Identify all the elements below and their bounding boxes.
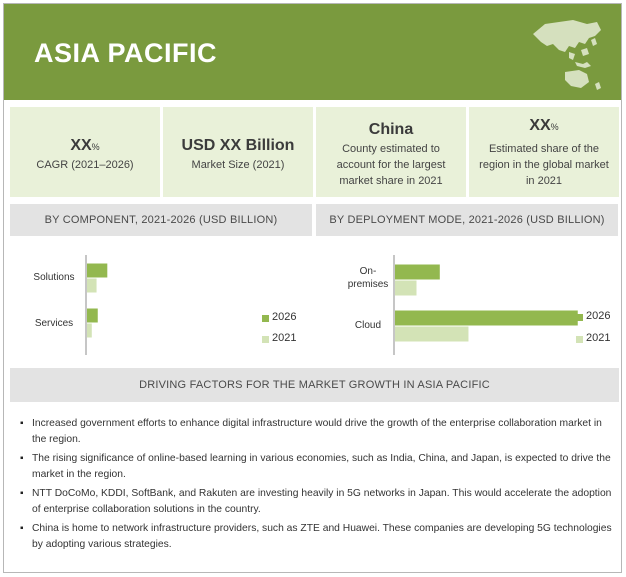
- kpi-cagr: [10, 107, 160, 197]
- legend-label-2026: 2026: [272, 311, 297, 323]
- legend-label-2021: 2021: [586, 332, 611, 344]
- bar-services-2026: [87, 309, 98, 323]
- drivers-list: [18, 416, 618, 556]
- driver-item: ▪ The rising significance of online-based learning in various economies, such as India, China, and Japan, is expected to drive the market in the region.: [18, 451, 618, 483]
- bar-solutions-2021: [87, 279, 97, 293]
- bar-cloud-2021: [395, 327, 468, 342]
- tick-label-on-premises: On- premises: [347, 266, 389, 290]
- driver-item: ▪ NTT DoCoMo, KDDI, SoftBank, and Rakuten are investing heavily in 5G networks in Japan. This would accelerate the adoption of enterprise collaboration solutions in the country.: [18, 486, 618, 518]
- legend-swatch-2021: [262, 336, 269, 343]
- tick-label-solutions: Solutions: [33, 272, 75, 283]
- tick-label-cloud: Cloud: [354, 320, 382, 331]
- drivers-heading: DRIVING FACTORS FOR THE MARKET GROWTH IN ASIA PACIFIC: [10, 368, 619, 402]
- driver-item: ▪ China is home to network infrastructure providers, such as ZTE and Huawei. These companies are developing 5G technologies by adopting various strategies.: [18, 521, 618, 553]
- bar-solutions-2026: [87, 264, 107, 278]
- kpi-market-size: [163, 107, 313, 197]
- kpi-regional-share: [469, 107, 619, 197]
- kpi-market-size-label: Market Size (2021): [191, 159, 285, 171]
- component-chart: [10, 247, 312, 359]
- legend-swatch-2021: [576, 336, 583, 343]
- deployment-chart: [316, 247, 618, 359]
- tick-label-services: Services: [34, 318, 74, 329]
- bar-on-premises-2026: [395, 265, 440, 280]
- kpi-market-size-value: USD XX Billion: [181, 137, 295, 154]
- legend-label-2026: 2026: [586, 310, 611, 322]
- deployment-chart-heading: BY DEPLOYMENT MODE, 2021-2026 (USD BILLION): [316, 204, 618, 236]
- kpi-regional-share-label: Estimated share of the region in the global market in 2021: [479, 143, 609, 187]
- kpi-cagr-value: XX%: [70, 137, 100, 154]
- kpi-regional-share-value: XX%: [529, 117, 559, 134]
- header-banner: [4, 4, 621, 100]
- kpi-largest-country-value: China: [368, 121, 414, 138]
- driver-item: ▪ Increased government efforts to enhance digital infrastructure would drive the growth of the enterprise collaboration market in the region.: [18, 416, 618, 448]
- legend-swatch-2026: [576, 314, 583, 321]
- kpi-cagr-label: CAGR (2021–2026): [36, 159, 134, 171]
- kpi-largest-country: [316, 107, 466, 197]
- legend-swatch-2026: [262, 315, 269, 322]
- component-chart-heading: BY COMPONENT, 2021-2026 (USD BILLION): [10, 204, 312, 236]
- bar-on-premises-2021: [395, 281, 417, 296]
- kpi-largest-country-label: County estimated to account for the largest market share in 2021: [336, 143, 446, 187]
- deployment-bar-chart: [316, 247, 618, 359]
- infographic-frame: [3, 3, 622, 573]
- page-title: ASIA PACIFIC: [34, 38, 218, 68]
- bar-cloud-2026: [395, 311, 578, 326]
- asia-pacific-map-icon: [525, 14, 607, 94]
- bar-services-2021: [87, 324, 92, 338]
- legend-label-2021: 2021: [272, 332, 297, 344]
